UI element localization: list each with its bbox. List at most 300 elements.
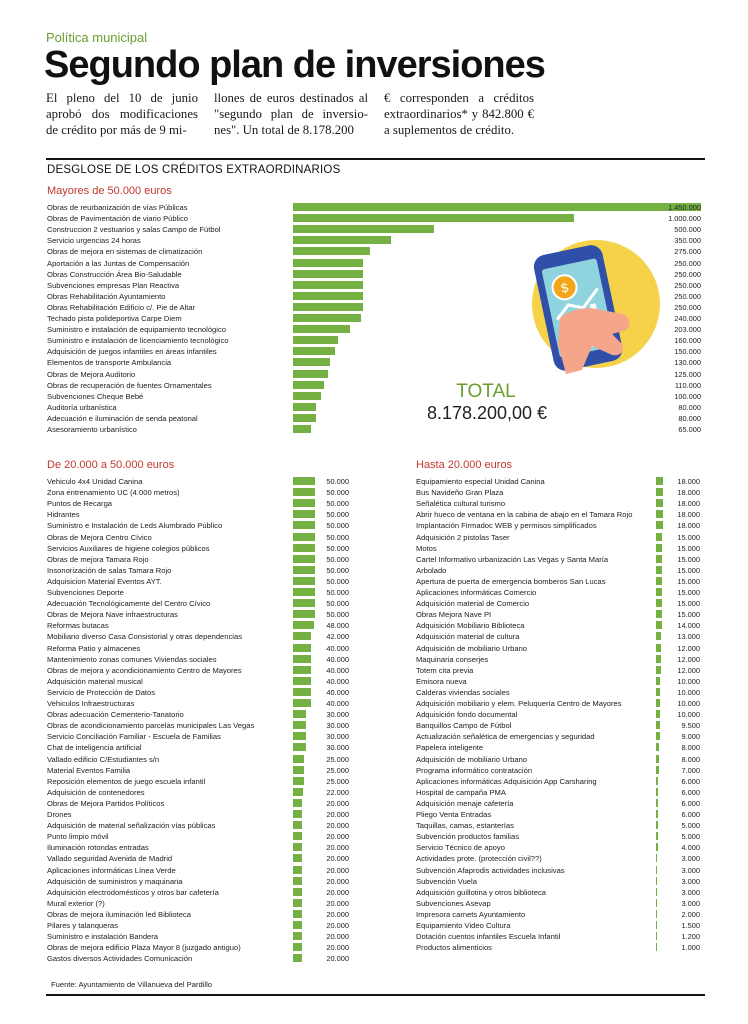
bar-category-label: Reformas butacas <box>47 621 109 631</box>
hand-icon <box>552 300 642 380</box>
bar-value-label: 15.000 <box>677 543 700 553</box>
bar-value-label: 20.000 <box>326 898 349 908</box>
bar-category-label: Subvenciones empresas Plan Reactiva <box>47 280 180 290</box>
bar-row <box>47 543 349 554</box>
bar-category-label: Punto limpio móvil <box>47 832 109 842</box>
bar-row <box>416 665 700 676</box>
bar-row <box>416 631 700 642</box>
bar-value-label: 20.000 <box>326 854 349 864</box>
bar-row <box>47 920 349 931</box>
bar-category-label: Aplicaciones informáticas Comercio <box>416 588 537 597</box>
bar-value-label: 20.000 <box>326 865 349 875</box>
bar-row <box>416 887 700 898</box>
bar-value-label: 6.000 <box>681 776 700 786</box>
bar-row <box>47 831 349 842</box>
bar-category-label: Pliego Venta Entradas <box>416 810 492 819</box>
bar-row <box>47 942 349 953</box>
bar <box>293 314 361 322</box>
bar-category-label: Aplicaciones informáticas Línea Verde <box>47 865 176 875</box>
bar-category-label: Vallado edificio C/Estudiantes s/n <box>47 754 160 764</box>
bar-value-label: 50.000 <box>326 488 349 498</box>
bar-value-label: 5.000 <box>681 821 700 831</box>
bar-category-label: Adquisición mobiliario y elem. Peluquería Centro de Mayores <box>416 699 622 708</box>
bar <box>293 381 324 389</box>
bar-value-label: 15.000 <box>677 610 700 620</box>
bottom-rule <box>46 994 705 996</box>
bar-row <box>416 831 700 842</box>
bar-row <box>47 876 349 887</box>
bar-category-label: Suministro e Instalación de Leds Alumbrado Público <box>47 521 223 531</box>
bar <box>293 866 302 874</box>
bar-value-label: 4.000 <box>681 843 700 853</box>
bar-row <box>416 709 700 720</box>
bar-row <box>47 853 349 864</box>
intro-col-3: € corresponden a créditos extraordinarios* y 842.800 € a suplementos de crédito. <box>384 91 534 137</box>
bar-category-label: Obras de reurbanización de vías Públicas <box>47 203 188 212</box>
bar-row <box>416 487 700 498</box>
bar-value-label: 25.000 <box>326 765 349 775</box>
bar-category-label: Pilares y talanqueras <box>47 921 118 930</box>
bar-value-label: 30.000 <box>326 721 349 731</box>
bar <box>656 777 658 785</box>
bar-row <box>47 698 349 709</box>
top-rule <box>46 158 705 160</box>
bar-value-label: 65.000 <box>678 425 701 434</box>
total-value: 8.178.200,00 € <box>426 403 548 423</box>
bar-value-label: 15.000 <box>677 532 700 542</box>
bar-value-label: 3.000 <box>681 865 700 875</box>
bar-category-label: Reposición elementos de juego escuela infantil <box>47 776 206 786</box>
bar-value-label: 80.000 <box>678 402 701 412</box>
bar-row <box>47 576 349 587</box>
bar-row <box>416 898 700 909</box>
bar-row <box>416 532 700 543</box>
intro-col-1: El pleno del 10 de junio aprobó dos modificaciones de crédito por más de 9 mi- <box>46 91 198 137</box>
bar-value-label: 18.000 <box>677 499 700 509</box>
bar-category-label: Papelera inteligente <box>416 743 484 753</box>
bar-value-label: 10.000 <box>677 676 700 686</box>
bar-category-label: Suministro e instalación Bandera <box>47 932 159 942</box>
bar <box>293 425 311 433</box>
bar-row <box>47 654 349 665</box>
bar-value-label: 20.000 <box>326 798 349 808</box>
bar-category-label: Subvenciones Asevap <box>416 898 491 908</box>
bar-category-label: Obras de mejora en sistemas de climatización <box>47 247 203 257</box>
bar-row <box>416 942 700 953</box>
bar <box>656 743 659 751</box>
bar-category-label: Obras de mejora iluminación led Biblioteca <box>47 909 191 919</box>
bar-value-label: 40.000 <box>326 654 349 664</box>
bar-category-label: Dotación cuentos infantiles Escuela Infantil <box>416 932 561 942</box>
bar-row <box>416 787 700 798</box>
bar-category-label: Servicios Auxiliares de higiene colegios públicos <box>47 543 210 553</box>
bar-row <box>416 598 700 609</box>
bar-category-label: Subvenciones Deporte <box>47 588 124 597</box>
bar-row <box>47 776 349 787</box>
bar-category-label: Obras de Mejora Partidos Políticos <box>47 798 165 808</box>
bar-row <box>416 476 700 487</box>
bar-category-label: Vehiculos Infraestructuras <box>47 699 135 708</box>
bar-value-label: 7.000 <box>681 765 700 775</box>
bar-category-label: Obras de mejora Tamara Rojo <box>47 554 149 564</box>
bar-row <box>416 776 700 787</box>
bar <box>293 799 302 807</box>
bar-value-label: 50.000 <box>326 477 349 486</box>
bar-category-label: Abrir hueco de ventana en la cabina de abajo en el Tamara Rojo <box>416 510 633 520</box>
bar <box>293 888 302 896</box>
bar-value-label: 12.000 <box>677 643 700 653</box>
bar-value-label: 500.000 <box>674 225 701 235</box>
source-note: Fuente: Ayuntamiento de Villanueva del Pardillo <box>51 980 212 989</box>
bar-category-label: Actualización señalética de emergencias y seguridad <box>416 732 595 742</box>
bar-category-label: Adquisición de material señalización vías públicas <box>47 821 216 831</box>
bar-value-label: 20.000 <box>326 887 349 897</box>
bar-category-label: Insonorización de salas Tamara Rojo <box>47 565 172 575</box>
bar-value-label: 20.000 <box>326 821 349 831</box>
bar <box>293 236 391 244</box>
bar-value-label: 3.000 <box>681 887 700 897</box>
bar-row <box>416 720 700 731</box>
bar-category-label: Hidrantes <box>47 510 80 520</box>
bar-category-label: Vallado seguridad Avenida de Madrid <box>47 854 173 864</box>
bar-value-label: 40.000 <box>326 676 349 686</box>
bar-row <box>416 865 700 876</box>
bar-value-label: 250.000 <box>674 280 701 290</box>
bar-category-label: Chat de inteligencia artificial <box>47 743 142 753</box>
bar-row <box>416 931 700 942</box>
bar-category-label: Adquisición material musical <box>47 676 143 686</box>
bar <box>656 910 657 918</box>
bar <box>656 921 657 929</box>
bar-category-label: Emisora nueva <box>416 676 467 686</box>
bar-value-label: 240.000 <box>674 314 701 323</box>
bar <box>293 281 363 289</box>
bar-row <box>416 809 700 820</box>
bar <box>293 414 316 422</box>
bar-value-label: 20.000 <box>326 954 349 964</box>
bar-value-label: 50.000 <box>326 532 349 542</box>
bar-value-label: 12.000 <box>677 665 700 675</box>
bar-value-label: 30.000 <box>326 710 349 720</box>
intro-col-2: llones de euros destinados al "segundo plan de inversio-nes". Un total de 8.178.200 <box>214 91 368 137</box>
bar-row <box>47 798 349 809</box>
bar-category-label: Aplicaciones informáticas Adquisición App Carsharing <box>416 776 597 786</box>
bar-value-label: 5.000 <box>681 832 700 842</box>
bar <box>656 810 658 818</box>
kicker: Política municipal <box>46 30 148 45</box>
bar-value-label: 50.000 <box>326 588 349 597</box>
bar-row <box>416 554 700 565</box>
bar-category-label: Cartel Informativo urbanización Las Vegas y Santa María <box>416 554 609 564</box>
bar <box>656 799 658 807</box>
bar-row <box>47 665 349 676</box>
bar-category-label: Puntos de Recarga <box>47 499 113 509</box>
bar-value-label: 350.000 <box>674 236 701 246</box>
bar-row <box>416 876 700 887</box>
bar <box>293 214 574 222</box>
total-label: TOTAL <box>456 381 516 402</box>
bar-value-label: 6.000 <box>681 810 700 819</box>
bar-row <box>416 909 700 920</box>
bar-value-label: 40.000 <box>326 699 349 708</box>
bar-category-label: Taquillas, camas, estanterías <box>416 821 514 831</box>
bar-row <box>47 391 701 402</box>
bar-category-label: Adecuación Tecnológicamente del Centro Cívico <box>47 599 211 609</box>
bar-category-label: Adquisición fondo documental <box>416 710 518 720</box>
bar-row <box>416 687 700 698</box>
bar-category-label: Iluminación rotondas entradas <box>47 843 149 853</box>
bar-row <box>47 520 349 531</box>
bar <box>293 225 434 233</box>
bar <box>293 854 302 862</box>
bar-category-label: Apertura de puerta de emergencia bomberos San Lucas <box>416 576 606 586</box>
bar-category-label: Banquillos Campo de Fútbol <box>416 721 512 731</box>
bar-row <box>416 587 700 598</box>
bar-value-label: 15.000 <box>677 588 700 597</box>
bar <box>293 843 302 851</box>
bar-value-label: 20.000 <box>326 932 349 942</box>
bar-value-label: 6.000 <box>681 787 700 797</box>
bar-value-label: 50.000 <box>326 565 349 575</box>
bar-category-label: Construccion 2 vestuarios y salas Campo de Fútbol <box>47 225 221 235</box>
bar <box>656 943 657 951</box>
bar-category-label: Adquisición de contenedores <box>47 787 145 797</box>
bar-category-label: Zona entrenamiento UC (4.000 metros) <box>47 488 180 498</box>
bar <box>656 899 657 907</box>
bar <box>293 755 304 763</box>
bar-value-label: 15.000 <box>677 554 700 564</box>
bar-category-label: Adquisición electrodomésticos y otros bar cafetería <box>47 887 219 897</box>
bar <box>293 777 304 785</box>
bar-category-label: Obras de recuperación de fuentes Ornamentales <box>47 380 212 390</box>
bar-value-label: 6.000 <box>681 798 700 808</box>
bar-value-label: 30.000 <box>326 743 349 753</box>
bar-value-label: 20.000 <box>326 832 349 842</box>
bar-value-label: 10.000 <box>677 710 700 720</box>
bar-category-label: Obras adecuación Cementerio-Tanatorio <box>47 710 184 720</box>
bar-row <box>47 809 349 820</box>
bar-row <box>47 620 349 631</box>
bar-category-label: Implantación Firmadoc WEB y permisos simplificados <box>416 521 597 531</box>
bar-category-label: Reforma Patio y almacenes <box>47 643 141 653</box>
bar-row <box>416 643 700 654</box>
bar-category-label: Obras Rehabilitación Edificio c/. Pie de Altar <box>47 302 196 312</box>
bar-category-label: Aportación a las Juntas de Compensación <box>47 258 190 268</box>
bar-value-label: 50.000 <box>326 610 349 620</box>
bar-category-label: Equipamiento Video Cultura <box>416 921 511 930</box>
bar-value-label: 10.000 <box>677 699 700 708</box>
headline: Segundo plan de inversiones <box>44 44 545 86</box>
bar <box>656 788 658 796</box>
bar-value-label: 30.000 <box>326 732 349 742</box>
bar <box>293 392 321 400</box>
bar-row <box>47 424 701 435</box>
bar-row <box>47 402 701 413</box>
bar-value-label: 15.000 <box>677 565 700 575</box>
bar-row <box>47 709 349 720</box>
bar-row <box>416 765 700 776</box>
bar <box>293 877 302 885</box>
bar-value-label: 20.000 <box>326 810 349 819</box>
bar-category-label: Adquisición material de cultura <box>416 632 520 642</box>
bar-value-label: 250.000 <box>674 269 701 279</box>
bar-category-label: Servicio Conciliación Familiar - Escuela de Familias <box>47 732 221 742</box>
bar <box>293 921 302 929</box>
bar-category-label: Gastos diversos Actividades Comunicación <box>47 954 193 964</box>
bar <box>293 943 302 951</box>
bar-row <box>47 898 349 909</box>
bar-value-label: 250.000 <box>674 258 701 268</box>
bar-row <box>47 487 349 498</box>
bar-category-label: Maquinaria conserjes <box>416 654 489 664</box>
bar-value-label: 1.000.000 <box>668 214 701 224</box>
bar-value-label: 50.000 <box>326 510 349 520</box>
bar-row <box>47 787 349 798</box>
bar-value-label: 14.000 <box>677 621 700 631</box>
bar <box>656 888 657 896</box>
bar-value-label: 3.000 <box>681 854 700 864</box>
bar-category-label: Asesoramiento urbanístico <box>47 425 137 434</box>
bar-category-label: Adquisición de mobiliario Urbano <box>416 643 528 653</box>
bar-value-label: 100.000 <box>674 391 701 401</box>
bar-category-label: Adquisición material de Comercio <box>416 599 530 609</box>
bar-value-label: 10.000 <box>677 687 700 697</box>
bar <box>293 821 302 829</box>
bar-value-label: 25.000 <box>326 776 349 786</box>
bar-row <box>47 865 349 876</box>
bar <box>293 259 363 267</box>
bar-category-label: Programa informático contratación <box>416 765 533 775</box>
bar-value-label: 42.000 <box>326 632 349 642</box>
bar-category-label: Obras de acondicionamiento parcelas municipales Las Vegas <box>47 721 255 731</box>
bar-value-label: 20.000 <box>326 943 349 953</box>
bar <box>656 821 658 829</box>
bar-category-label: Productos alimenticios <box>416 943 492 953</box>
bar-row <box>47 476 349 487</box>
bar-category-label: Material Eventos Familia <box>47 765 131 775</box>
bar-value-label: 50.000 <box>326 576 349 586</box>
bar-row <box>47 532 349 543</box>
bar-row <box>47 202 701 213</box>
bar-value-label: 1.500 <box>681 921 700 930</box>
bar-value-label: 250.000 <box>674 291 701 301</box>
bar-row <box>416 620 700 631</box>
bar <box>293 370 328 378</box>
bar-value-label: 18.000 <box>677 488 700 498</box>
bar-value-label: 2.000 <box>681 909 700 919</box>
bar-row <box>47 554 349 565</box>
bar-row <box>47 765 349 776</box>
bar-row <box>47 587 349 598</box>
bar-row <box>416 543 700 554</box>
bar <box>656 755 659 763</box>
bar <box>293 766 304 774</box>
bar-category-label: Adquisición de juegos infantiles en áreas infantiles <box>47 347 217 357</box>
bar-value-label: 8.000 <box>681 743 700 753</box>
bar <box>656 843 658 851</box>
bar-row <box>47 598 349 609</box>
section-title: DESGLOSE DE LOS CRÉDITOS EXTRAORDINARIOS <box>47 164 341 176</box>
bar-value-label: 22.000 <box>326 787 349 797</box>
bar-category-label: Totem cita previa <box>416 665 474 675</box>
bar-category-label: Servicio urgencias 24 horas <box>47 236 141 246</box>
bar-category-label: Motos <box>416 543 437 553</box>
bar-row <box>47 213 701 224</box>
bar-row <box>47 720 349 731</box>
bar-row <box>47 687 349 698</box>
bar <box>656 832 658 840</box>
bar-row <box>47 820 349 831</box>
bar <box>293 954 302 962</box>
bar-row <box>416 654 700 665</box>
bar-row <box>416 498 700 509</box>
bar <box>656 854 657 862</box>
bar-row <box>47 887 349 898</box>
bar-row <box>47 498 349 509</box>
bar <box>293 303 363 311</box>
bar-row <box>47 609 349 620</box>
bar <box>656 866 657 874</box>
bar-row <box>416 920 700 931</box>
bar-row <box>47 676 349 687</box>
bar <box>293 358 330 366</box>
bar <box>293 810 302 818</box>
bar-row <box>416 609 700 620</box>
bar-value-label: 9.000 <box>681 732 700 742</box>
bar-category-label: Obras de Mejora Auditorio <box>47 369 136 379</box>
bar-value-label: 20.000 <box>326 921 349 930</box>
bar-value-label: 3.000 <box>681 898 700 908</box>
bar-row <box>416 576 700 587</box>
bar-category-label: Obras Construcción Área Bio-Saludable <box>47 269 182 279</box>
bar-category-label: Obras Rehabilitación Ayuntamiento <box>47 291 166 301</box>
bar-row <box>416 509 700 520</box>
bar-value-label: 18.000 <box>677 510 700 520</box>
bar-value-label: 20.000 <box>326 843 349 853</box>
bar-row <box>47 842 349 853</box>
bar-category-label: Servicio Técnico de apoyo <box>416 843 505 853</box>
bar-category-label: Drones <box>47 810 72 819</box>
bar-category-label: Bus Navideño Gran Plaza <box>416 488 504 498</box>
bar-row <box>416 754 700 765</box>
bar-category-label: Vehiculo 4x4 Unidad Canina <box>47 477 143 486</box>
bar-value-label: 40.000 <box>326 665 349 675</box>
bar-value-label: 150.000 <box>674 347 701 357</box>
bar <box>293 247 370 255</box>
bar <box>293 832 302 840</box>
bar-row <box>416 731 700 742</box>
bar-row <box>47 953 349 964</box>
bar <box>656 766 659 774</box>
bar-row <box>416 742 700 753</box>
bar-value-label: 250.000 <box>674 302 701 312</box>
bar-category-label: Obras de mejora y acondicionamiento Centro de Mayores <box>47 665 242 675</box>
bar-value-label: 125.000 <box>674 369 701 379</box>
bar-category-label: Mobiliario diverso Casa Consistorial y otras dependencias <box>47 632 243 642</box>
bar-value-label: 3.000 <box>681 876 700 886</box>
bar-category-label: Adquisición guillotina y otros biblioteca <box>416 887 547 897</box>
bar-value-label: 203.000 <box>674 325 701 335</box>
bar-value-label: 48.000 <box>326 621 349 631</box>
bar-category-label: Techado pista polideportiva Carpe Diem <box>47 314 182 323</box>
bar-category-label: Mural exterior (?) <box>47 898 105 908</box>
bar <box>293 403 316 411</box>
bar <box>293 270 363 278</box>
bar-value-label: 50.000 <box>326 499 349 509</box>
bar <box>293 932 302 940</box>
bar-category-label: Equipamiento especial Unidad Canina <box>416 477 545 486</box>
bar-value-label: 18.000 <box>677 521 700 531</box>
